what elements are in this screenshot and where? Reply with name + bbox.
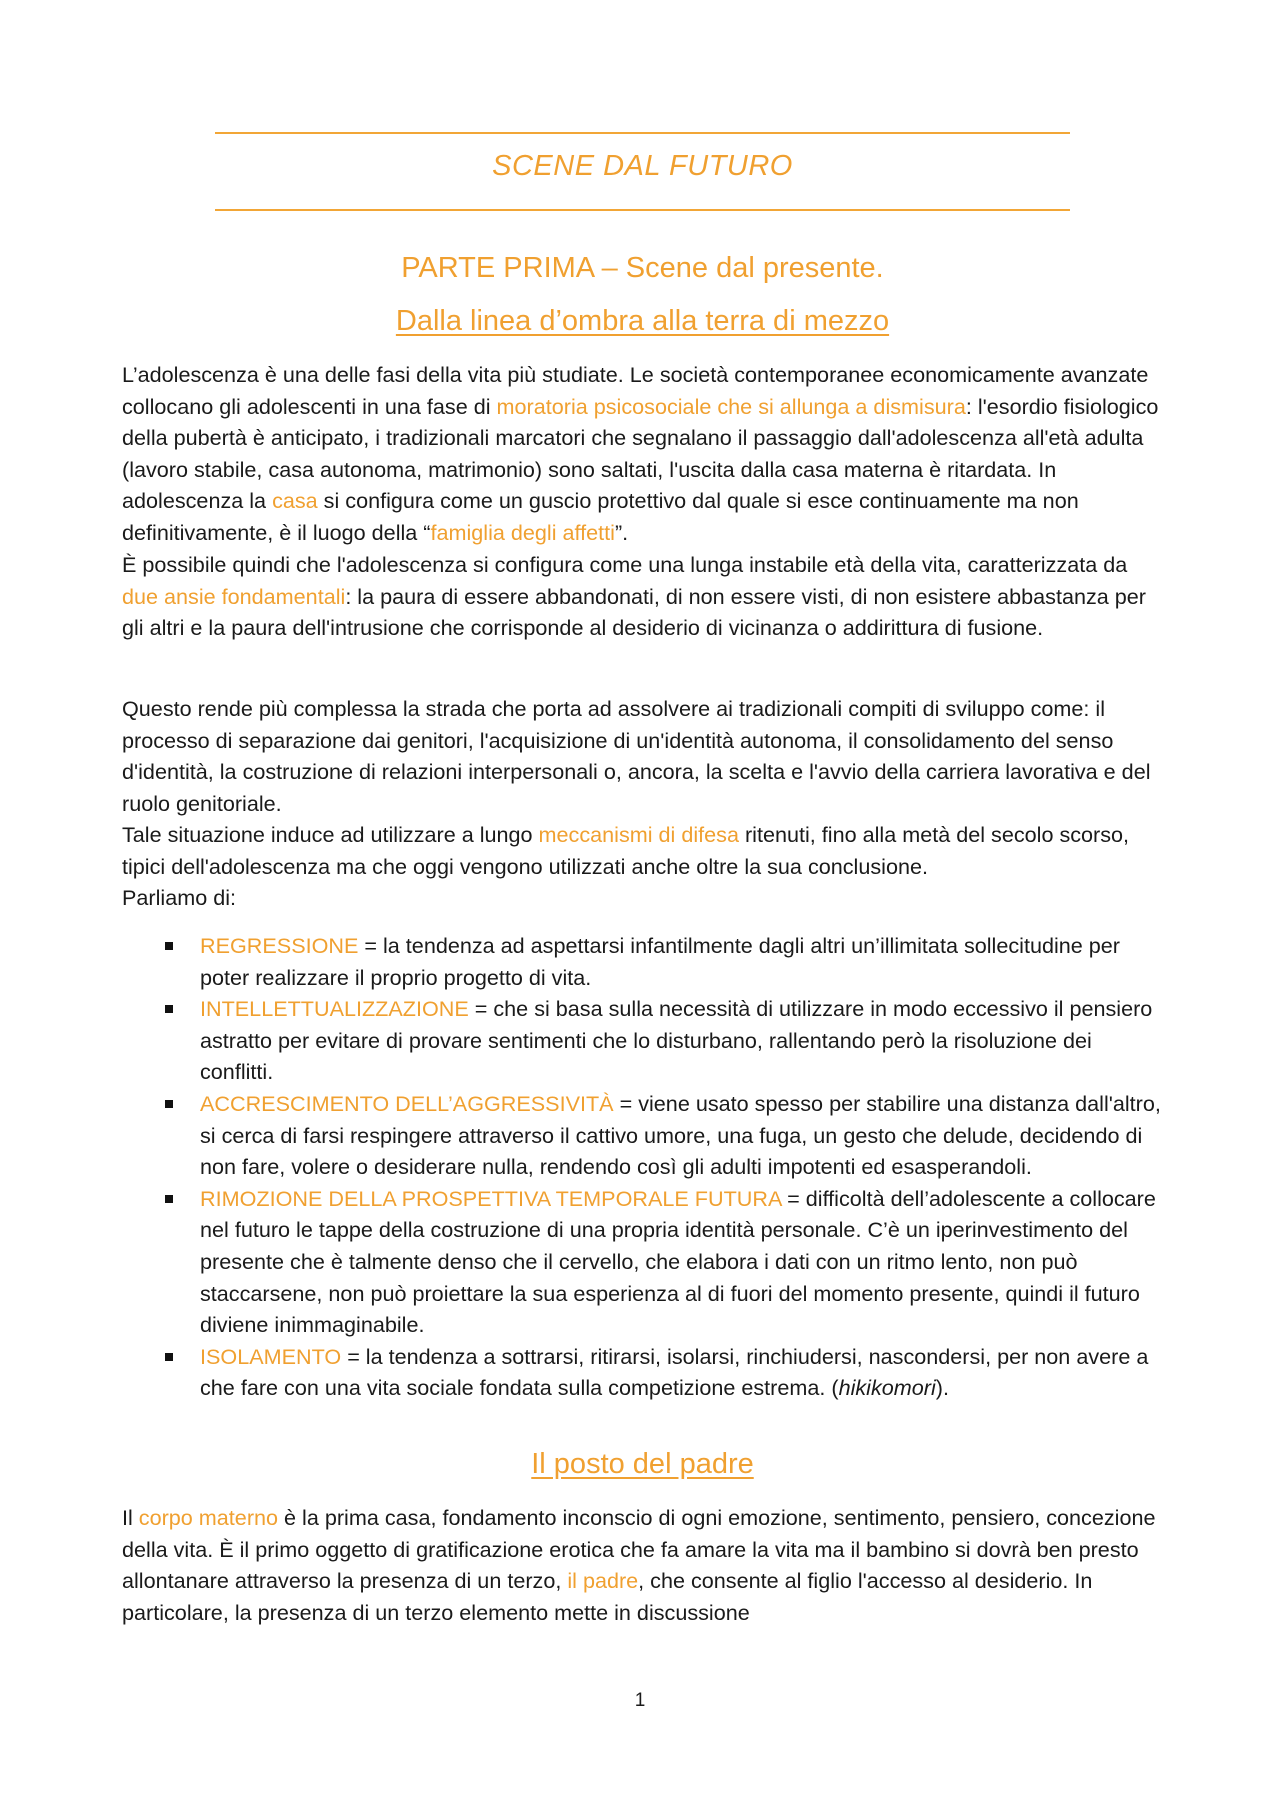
list-item-rimozione: [122, 1183, 1167, 1341]
page-number: 1: [634, 1690, 646, 1711]
text-run: ritenuti, fino alla metà del secolo scorso, tipici dell'adolescenza ma che oggi vengono utilizzati anche oltre la sua conclusione.: [122, 822, 1130, 879]
list-item-regressione: [122, 930, 1167, 993]
text-run: ”.: [614, 519, 629, 545]
text-run: si configura come un guscio protettivo dal quale si esce continuamente ma non definitivamente, è il luogo della “: [122, 488, 1079, 545]
highlight-meccanismi-difesa: meccanismi di difesa: [538, 822, 739, 847]
paragraph-ansie: [122, 549, 1167, 644]
paragraph-compiti-sviluppo: Questo rende più complessa la strada che porta ad assolvere ai tradizionali compiti di sviluppo come: il processo di separazione dai genitori, l'acquisizione di un'identità autonoma, il consolidamento del senso d'identità, la costruzione di relazioni interpersonali o, ancora, la scelta e l'avvio della carriera lavorativa e del ruolo genitoriale.: [122, 696, 1151, 816]
list-text-after: ).: [935, 1375, 949, 1401]
square-bullet-icon: [165, 1005, 173, 1013]
list-term: RIMOZIONE DELLA PROSPETTIVA TEMPORALE FUTURA: [200, 1185, 782, 1211]
title-top-rule: [215, 132, 1070, 134]
square-bullet-icon: [165, 1195, 173, 1203]
text-run: È possibile quindi che l'adolescenza si configura come una lunga instabile età della vita, caratterizzata da: [122, 552, 1128, 577]
text-run: : l'esordio fisiologico della pubertà è anticipato, i tradizionali marcatori che segnalano il passaggio dall'adolescenza all'età adulta (lavoro stabile, casa autonoma, matrimonio) sono saltati, l'uscita dalla casa materna è ritardata. In adolescenza la: [122, 393, 1159, 514]
paragraph-corpo-materno: [122, 1502, 1167, 1628]
highlight-corpo-materno: corpo materno: [138, 1505, 279, 1530]
section-heading-linea-dombra: Dalla linea d’ombra alla terra di mezzo: [395, 305, 890, 337]
list-text: = la tendenza a sottrarsi, ritirarsi, isolarsi, rinchiudersi, nascondersi, per non avere a che fare con una vita sociale fondata sulla competizione estrema. (: [200, 1343, 1149, 1401]
paragraph-adolescenza: [122, 359, 1167, 549]
list-item-isolamento: [122, 1341, 1167, 1404]
section-heading-posto-padre: Il posto del padre: [531, 1448, 754, 1480]
paragraph-meccanismi: [122, 819, 1167, 882]
title-bottom-rule: [215, 209, 1070, 211]
defense-mechanisms-list: [122, 930, 1167, 1404]
highlight-il-padre: il padre: [567, 1568, 639, 1594]
highlight-moratoria: moratoria psicosociale che si allunga a dismisura: [496, 393, 966, 419]
text-run: è la prima casa, fondamento inconscio di ogni emozione, sentimento, pensiero, concezione della vita. È il primo oggetto di gratificazione erotica che fa amare la vita ma il bambino si dovrà ben presto allontanare attraverso la presenza di un terzo,: [122, 1505, 1156, 1594]
square-bullet-icon: [165, 942, 173, 950]
document-title: SCENE DAL FUTURO: [492, 150, 793, 182]
text-run: , che consente al figlio l'accesso al desiderio. In particolare, la presenza di un terzo elemento mette in discussione: [122, 1568, 1093, 1625]
highlight-famiglia-affetti: famiglia degli affetti: [430, 519, 615, 545]
list-term: ACCRESCIMENTO DELL’AGGRESSIVITÀ: [200, 1090, 614, 1116]
text-run: : la paura di essere abbandonati, di non essere visti, di non esistere abbastanza per gli altri e la paura dell'intrusione che corrisponde al desiderio di vicinanza o addirittura di fusione.: [122, 583, 1146, 641]
list-text: = la tendenza ad aspettarsi infantilmente dagli altri un’illimitata sollecitudine per poter realizzare il proprio progetto di vita.: [200, 933, 1121, 990]
text-run: Il: [122, 1505, 139, 1530]
list-item-intellettualizzazione: [122, 993, 1167, 1088]
list-text: = che si basa sulla necessità di utilizzare in modo eccessivo il pensiero astratto per evitare di provare sentimenti che lo disturbano, rallentando però la risoluzione dei conflitti.: [200, 996, 1153, 1085]
text-run: Tale situazione induce ad utilizzare a lungo: [122, 822, 539, 847]
square-bullet-icon: [165, 1100, 173, 1108]
paragraph-parliamo-di: Parliamo di:: [122, 885, 237, 910]
list-item-aggressivita: [122, 1088, 1167, 1183]
list-term: ISOLAMENTO: [200, 1343, 342, 1369]
highlight-due-ansie: due ansie fondamentali: [122, 583, 346, 609]
part-heading: PARTE PRIMA – Scene dal presente.: [401, 252, 884, 284]
text-run: L’adolescenza è una delle fasi della vita più studiate. Le società contemporanee economicamente avanzate collocano gli adolescenti in una fase di: [122, 362, 1149, 419]
list-term: REGRESSIONE: [200, 933, 359, 958]
list-text: = difficoltà dell’adolescente a collocare nel futuro le tappe della costruzione di una propria identità personale. C’è un iperinvestimento del presente che è talmente denso che il cervello, che elabora i dati con un ritmo lento, non può staccarsene, non può proiettare la sua esperienza al di fuori del momento presente, quindi il futuro diviene inimmaginabile.: [200, 1185, 1156, 1338]
list-text: = viene usato spesso per stabilire una distanza dall'altro, si cerca di farsi respingere attraverso il cattivo umore, una fuga, un gesto che delude, decidendo di non fare, volere o desiderare nulla, rendendo così gli adulti impotenti ed esasperandoli.: [200, 1090, 1161, 1180]
list-term: INTELLETTUALIZZAZIONE: [200, 996, 469, 1022]
highlight-casa: casa: [272, 488, 318, 514]
italic-term: hikikomori: [838, 1375, 936, 1401]
square-bullet-icon: [165, 1353, 173, 1361]
